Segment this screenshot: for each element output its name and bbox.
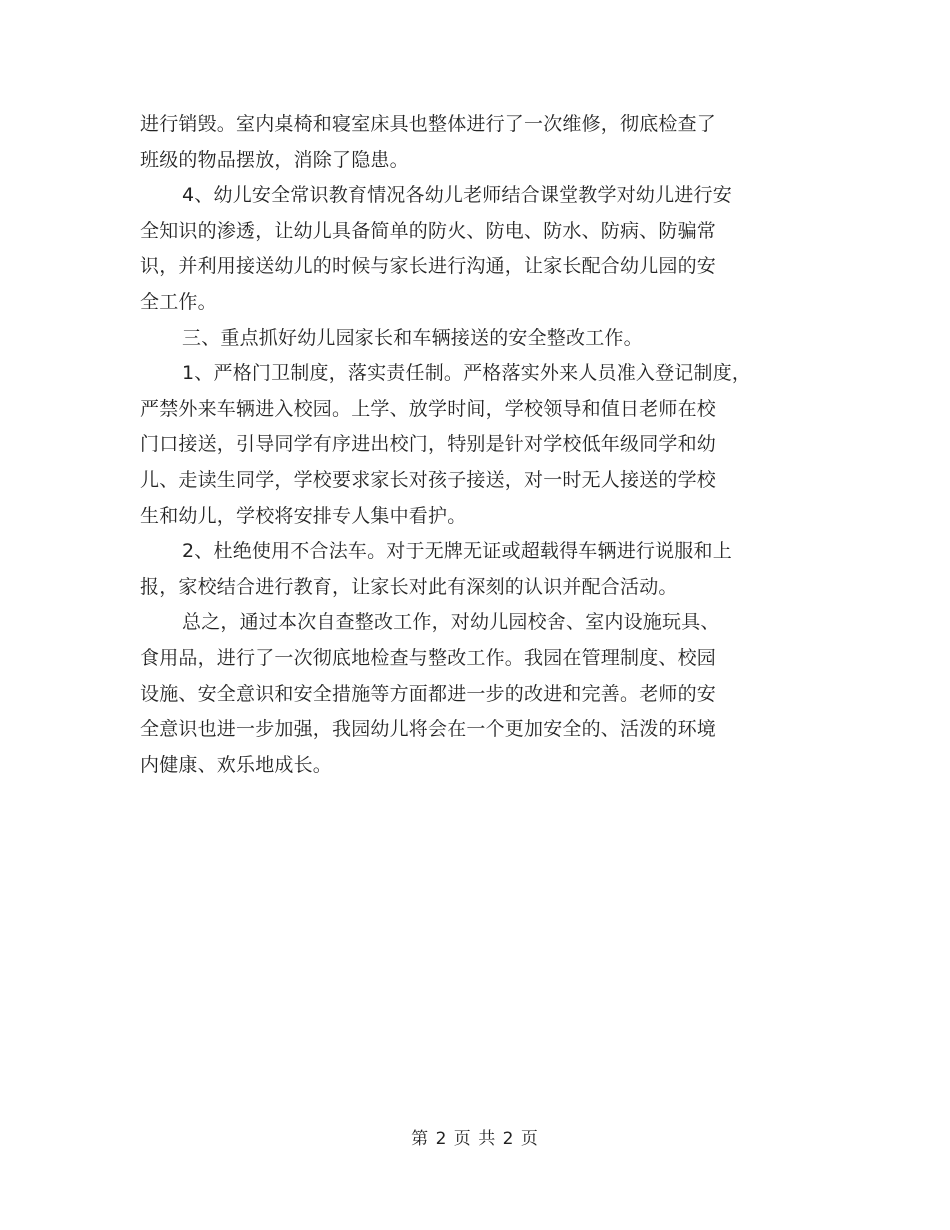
- text-line: 儿、走读生同学，学校要求家长对孩子接送，对一时无人接送的学校: [140, 468, 717, 491]
- text-line: 进行销毁。室内桌椅和寝室床具也整体进行了一次维修，彻底检查了: [140, 113, 717, 135]
- paragraph-start-line: 4、幼儿安全常识教育情况各幼儿老师结合课堂教学对幼儿进行安: [182, 184, 732, 207]
- text-line: 班级的物品摆放，消除了隐患。: [140, 148, 409, 171]
- text-line: 设施、安全意识和安全措施等方面都进一步的改进和完善。老师的安: [140, 682, 717, 705]
- paragraph-start-line: 1、严格门卫制度，落实责任制。严格落实外来人员准入登记制度，: [182, 362, 752, 385]
- text-line: 食用品，进行了一次彻底地检查与整改工作。我园在管理制度、校园: [140, 646, 717, 669]
- text-line: 生和幼儿，学校将安排专人集中看护。: [140, 504, 467, 527]
- text-line: 报，家校结合进行教育，让家长对此有深刻的认识并配合活动。: [140, 575, 678, 598]
- text-line: 全工作。: [140, 290, 217, 313]
- section-heading: 三、重点抓好幼儿园家长和车辆接送的安全整改工作。: [182, 326, 643, 349]
- text-line: 全知识的渗透，让幼儿具备简单的防火、防电、防水、防病、防骗常: [140, 219, 717, 242]
- paragraph-start-line: 2、杜绝使用不合法车。对于无牌无证或超载得车辆进行说服和上: [182, 540, 732, 563]
- text-line: 识，并利用接送幼儿的时候与家长进行沟通，让家长配合幼儿园的安: [140, 255, 717, 278]
- text-line: 全意识也进一步加强，我园幼儿将会在一个更加安全的、活泼的环境: [140, 718, 717, 741]
- text-line: 严禁外来车辆进入校园。上学、放学时间，学校领导和值日老师在校: [140, 397, 717, 420]
- document-body: [140, 107, 820, 783]
- paragraph-start-line: 总之，通过本次自查整改工作，对幼儿园校舍、室内设施玩具、: [182, 611, 720, 634]
- text-line: 内健康、欢乐地成长。: [140, 753, 333, 776]
- page-number-footer: 第 2 页 共 2 页: [411, 1129, 539, 1149]
- text-line: 门口接送，引导同学有序进出校门，特别是针对学校低年级同学和幼: [140, 433, 717, 456]
